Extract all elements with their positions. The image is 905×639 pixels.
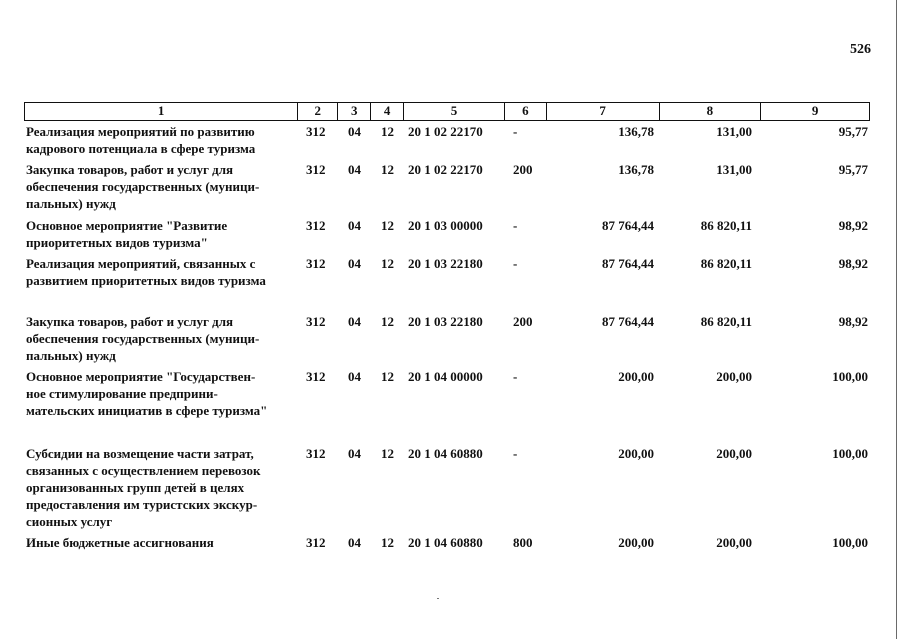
cell-col-9: 95,77 <box>838 124 868 139</box>
cell-col-6: - <box>513 124 518 139</box>
cell-col-4: 12 <box>381 535 394 550</box>
description-line: обеспечения государственных (муници- <box>26 179 260 194</box>
cell-col-8: 200,00 <box>716 535 752 550</box>
cell-col-9: 100,00 <box>832 446 868 461</box>
row-description <box>24 217 298 251</box>
cell-col-3: 04 <box>348 369 361 384</box>
header-col-9: 9 <box>811 103 819 118</box>
cell-col-9: 98,92 <box>838 256 868 271</box>
header-col-6: 6 <box>505 103 547 120</box>
cell-col-7: 87 764,44 <box>602 256 654 271</box>
description-line: организованных групп детей в целях <box>26 480 245 495</box>
description-line: сионных услуг <box>26 514 113 529</box>
table-row <box>24 217 870 251</box>
cell-col-6: 200 <box>513 314 533 329</box>
row-description <box>24 534 298 551</box>
description-line: Закупка товаров, работ и услуг для <box>26 162 234 177</box>
cell-col-4: 12 <box>381 369 394 384</box>
table-row <box>24 123 870 157</box>
cell-col-3: 04 <box>348 256 361 271</box>
cell-col-7: 200,00 <box>618 369 654 384</box>
cell-col-7: 87 764,44 <box>602 314 654 329</box>
cell-col-3: 04 <box>348 314 361 329</box>
cell-col-5: 20 1 03 22180 <box>408 256 483 271</box>
cell-col-8: 86 820,11 <box>700 314 752 329</box>
table-row <box>24 445 870 530</box>
description-line: Субсидии на возмещение части затрат, <box>26 446 254 461</box>
cell-col-6: - <box>513 369 518 384</box>
cell-col-7: 200,00 <box>618 535 654 550</box>
cell-col-4: 12 <box>381 256 394 271</box>
cell-col-4: 12 <box>381 314 394 329</box>
cell-col-9: 98,92 <box>838 314 868 329</box>
cell-col-3: 04 <box>348 218 361 233</box>
table-row <box>24 368 870 419</box>
page-number: 526 <box>850 42 871 57</box>
description-line: кадрового потенциала в сфере туризма <box>26 141 256 156</box>
cell-col-7: 87 764,44 <box>602 218 654 233</box>
scan-speck <box>437 598 439 599</box>
cell-col-5: 20 1 02 22170 <box>408 162 483 177</box>
cell-col-3: 04 <box>348 162 361 177</box>
cell-col-9: 100,00 <box>832 535 868 550</box>
cell-col-6: - <box>513 256 518 271</box>
cell-col-8: 86 820,11 <box>700 218 752 233</box>
cell-col-7: 136,78 <box>618 124 654 139</box>
description-line: Основное мероприятие "Государствен- <box>26 369 256 384</box>
cell-col-9: 100,00 <box>832 369 868 384</box>
description-line: Реализация мероприятий, связанных с <box>26 256 256 271</box>
description-line: Иные бюджетные ассигнования <box>26 535 214 550</box>
table-row <box>24 534 870 551</box>
cell-col-5: 20 1 03 00000 <box>408 218 483 233</box>
row-description <box>24 255 298 289</box>
cell-col-2: 312 <box>306 162 326 177</box>
row-description <box>24 123 298 157</box>
cell-col-9: 98,92 <box>838 218 868 233</box>
description-line: Реализация мероприятий по развитию <box>26 124 255 139</box>
header-col-2: 2 <box>298 103 338 120</box>
description-line: Закупка товаров, работ и услуг для <box>26 314 234 329</box>
cell-col-5: 20 1 04 00000 <box>408 369 483 384</box>
cell-col-5: 20 1 04 60880 <box>408 446 483 461</box>
cell-col-2: 312 <box>306 535 326 550</box>
header-col-3: 3 <box>338 103 371 120</box>
table-header <box>24 102 870 121</box>
description-line: мательских инициатив в сфере туризма" <box>26 403 268 418</box>
cell-col-8: 131,00 <box>716 124 752 139</box>
description-line: обеспечения государственных (муници- <box>26 331 260 346</box>
table-body <box>24 123 870 551</box>
cell-col-2: 312 <box>306 218 326 233</box>
cell-col-8: 200,00 <box>716 446 752 461</box>
description-line: Основное мероприятие "Развитие <box>26 218 228 233</box>
cell-col-2: 312 <box>306 256 326 271</box>
cell-col-5: 20 1 02 22170 <box>408 124 483 139</box>
cell-col-6: - <box>513 446 518 461</box>
cell-col-4: 12 <box>381 124 394 139</box>
cell-col-3: 04 <box>348 446 361 461</box>
cell-col-2: 312 <box>306 446 326 461</box>
description-line: пальных) нужд <box>26 348 116 363</box>
description-line: ное стимулирование предприни- <box>26 386 218 401</box>
row-description <box>24 161 298 212</box>
header-col-7: 7 <box>547 103 660 120</box>
row-description <box>24 368 298 419</box>
cell-col-4: 12 <box>381 446 394 461</box>
page-edge-line <box>896 0 897 639</box>
cell-col-6: - <box>513 218 518 233</box>
cell-col-6: 800 <box>513 535 533 550</box>
cell-col-4: 12 <box>381 162 394 177</box>
row-description <box>24 313 298 364</box>
cell-col-4: 12 <box>381 218 394 233</box>
cell-col-7: 136,78 <box>618 162 654 177</box>
cell-col-5: 20 1 04 60880 <box>408 535 483 550</box>
header-col-8: 8 <box>660 103 762 120</box>
description-line: пальных) нужд <box>26 196 116 211</box>
cell-col-8: 86 820,11 <box>700 256 752 271</box>
cell-col-8: 131,00 <box>716 162 752 177</box>
table-row <box>24 313 870 364</box>
cell-col-2: 312 <box>306 369 326 384</box>
cell-col-8: 200,00 <box>716 369 752 384</box>
row-description <box>24 445 298 530</box>
header-col-1: 1 <box>25 103 298 120</box>
cell-col-2: 312 <box>306 124 326 139</box>
table-row <box>24 255 870 289</box>
table-row <box>24 161 870 212</box>
cell-col-5: 20 1 03 22180 <box>408 314 483 329</box>
description-line: развитием приоритетных видов туризма <box>26 273 266 288</box>
cell-col-2: 312 <box>306 314 326 329</box>
header-col-5: 5 <box>404 103 505 120</box>
cell-col-7: 200,00 <box>618 446 654 461</box>
cell-col-3: 04 <box>348 535 361 550</box>
description-line: связанных с осуществлением перевозок <box>26 463 261 478</box>
header-col-4: 4 <box>371 103 404 120</box>
cell-col-9: 95,77 <box>838 162 868 177</box>
description-line: приоритетных видов туризма" <box>26 235 208 250</box>
cell-col-3: 04 <box>348 124 361 139</box>
cell-col-6: 200 <box>513 162 533 177</box>
description-line: предоставления им туристских экскур- <box>26 497 258 512</box>
